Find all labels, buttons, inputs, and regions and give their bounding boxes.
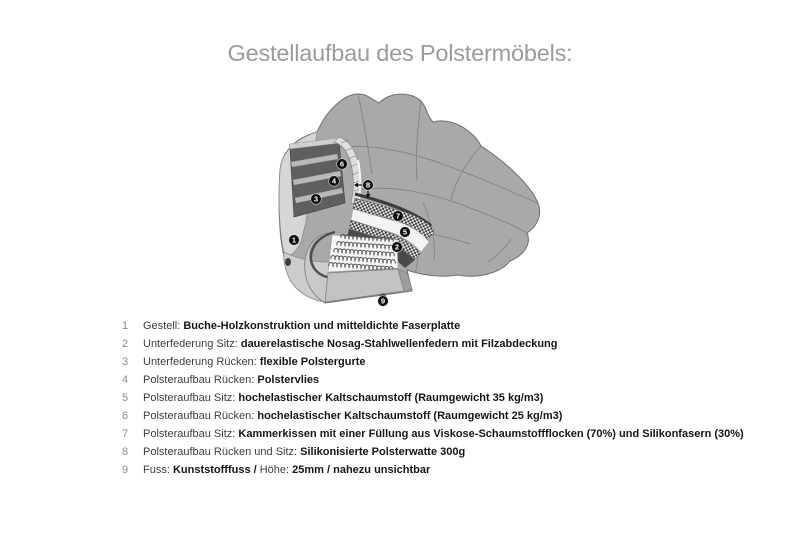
list-item-number: 4 (122, 374, 129, 386)
marker-3 (311, 194, 322, 205)
list-item-number: 3 (122, 356, 129, 368)
marker-2 (392, 242, 403, 253)
list-item (122, 409, 770, 424)
sofa-cutaway-illustration (255, 82, 555, 317)
list-item-text: Polsteraufbau Rücken und Sitz: Silikonisierte Polsterwatte 300g (143, 446, 466, 458)
page-title: Gestellaufbau des Polstermöbels: (227, 40, 573, 66)
svg-text:9: 9 (380, 296, 386, 306)
list-item-number: 1 (122, 320, 129, 332)
list-item (122, 319, 770, 334)
list-item (122, 463, 770, 478)
marker-5 (400, 227, 411, 238)
list-item-text: Unterfederung Rücken: flexible Polstergurte (143, 356, 366, 368)
list-item (122, 355, 770, 370)
construction-list (122, 319, 770, 481)
list-item-number: 8 (122, 446, 129, 458)
svg-text:6: 6 (339, 159, 345, 169)
svg-text:4: 4 (331, 176, 337, 186)
foot-left (285, 258, 291, 266)
svg-text:2: 2 (394, 242, 400, 252)
list-item-number: 2 (122, 338, 129, 350)
marker-1 (289, 235, 300, 246)
list-item-number: 9 (122, 464, 129, 476)
marker-4 (329, 176, 340, 187)
svg-text:7: 7 (395, 211, 401, 221)
list-item (122, 445, 770, 460)
list-item-text: Unterfederung Sitz: dauerelastische Nosag-Stahlwellenfedern mit Filzabdeckung (143, 338, 558, 350)
list-item-number: 7 (122, 428, 129, 440)
marker-7 (393, 211, 404, 222)
list-item (122, 337, 770, 352)
marker-6 (337, 159, 348, 170)
list-item-text: Polsteraufbau Rücken: Polstervlies (143, 374, 320, 386)
list-item-number: 6 (122, 410, 129, 422)
list-item (122, 391, 770, 406)
list-item-number: 5 (122, 392, 129, 404)
marker-9 (378, 296, 389, 307)
list-item-text: Polsteraufbau Sitz: hochelastischer Kaltschaumstoff (Raumgewicht 35 kg/m3) (143, 392, 544, 404)
svg-text:3: 3 (313, 194, 319, 204)
list-item (122, 427, 770, 442)
list-item-text: Polsteraufbau Sitz: Kammerkissen mit einer Füllung aus Viskose-Schaumstoffflocken (70%) und Silikonfasern (30%) (143, 428, 744, 440)
list-item-text: Polsteraufbau Rücken: hochelastischer Kaltschaumstoff (Raumgewicht 25 kg/m3) (143, 410, 563, 422)
svg-text:8: 8 (365, 180, 371, 190)
list-item-text: Fuss: Kunststofffuss / Höhe: 25mm / nahezu unsichtbar (143, 464, 431, 476)
svg-text:5: 5 (402, 227, 408, 237)
list-item (122, 373, 770, 388)
svg-text:1: 1 (291, 235, 297, 245)
sofa-figure (255, 82, 555, 317)
list-item-text: Gestell: Buche-Holzkonstruktion und mitteldichte Faserplatte (143, 320, 461, 332)
